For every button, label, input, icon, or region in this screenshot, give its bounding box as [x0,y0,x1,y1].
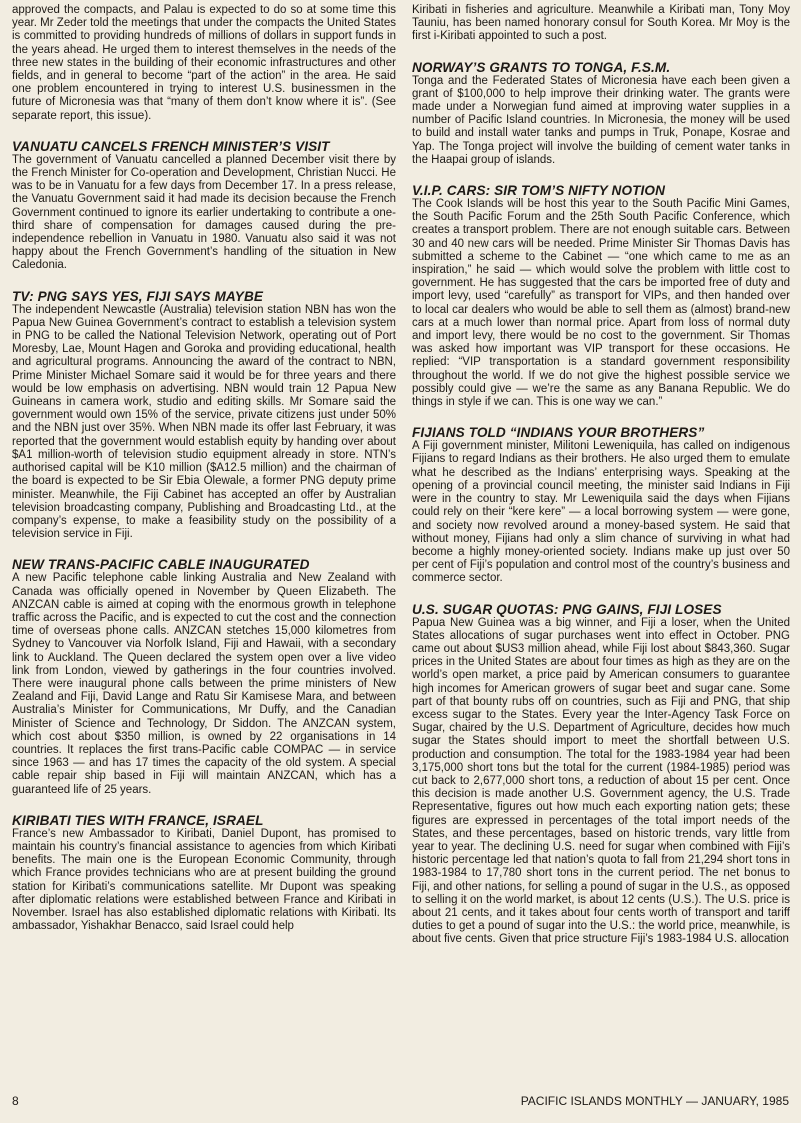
running-footer: PACIFIC ISLANDS MONTHLY — JANUARY, 1985 [520,1094,789,1108]
article-norway-grants [412,60,790,167]
page-number: 8 [12,1094,19,1108]
article-headline: VANUATU CANCELS FRENCH MINISTER’S VISIT [12,138,330,154]
article-body: A new Pacific telephone cable linking Australia and New Zealand with Canada was officially opened in November by Queen Elizabeth. The ANZCAN cable is aimed at coping with the enormous growth in telephone traffic across the Pacific, and is expected to cut the cost and the connection time of overseas phone calls. ANZCAN stetches 15,000 kilometres from Sydney to Vancouver via Norfolk Island, Fiji and Hawaii, with a secondary link to Auckland. The Queen declared the system open over a live video link from London, viewed by gatherings in the four countries involved. There were inaugural phone calls between the prime ministers of New Zealand and Fiji, David Lange and Ratu Sir Kamisese Mara, and between Australia’s Minister for Communications, Mr Duffy, and the Canadian Minister of Science and Technology, Dr Siddon. The ANZCAN system, which cost about $350 million, is owned by 22 organisations in 14 countries. It replaces the first trans-Pacific cable COMPAC — in service since 1963 — and has 17 times the capacity of the old system. A special cable repair ship based in Fiji will maintain ANZCAN, which has a guaranteed life of 25 years. [12,572,396,796]
article-headline: TV: PNG SAYS YES, FIJI SAYS MAYBE [12,288,264,304]
article-headline: U.S. SUGAR QUOTAS: PNG GAINS, FIJI LOSES [412,601,722,617]
page-footer [12,1093,789,1109]
article-body: A Fiji government minister, Militoni Leweniquila, has called on indigenous Fijians to regard Indians as their brothers. He also urged them to emulate what he described as the Indians’ enterprising ways. Speaking at the opening of a provincial council meeting, the minister said Indians in Fiji were in the country to stay. Mr Leweniquila said the days when Fijians could rely on their “kere kere” — a local borrowing system — were gone, and society now revolved around a money-based system. He said that without money, Fijians had only a slim chance of surviving in what had become a highly money-oriented society. Indians make up just over 50 per cent of Fiji’s population and control most of the country’s business and commerce sector. [412,440,790,585]
article-body: France’s new Ambassador to Kiribati, Daniel Dupont, has promised to maintain his country’s financial assistance to agencies from which Kiribati benefits. The main one is the European Economic Community, through which France provides technicians who are at present building the ground station for Kiribati’s communications satellite. Mr Dupont was speaking after diplomatic relations were established between France and Kiribati in November. Israel has also established diplomatic relations with Kiribati. Its ambassador, Yishakhar Benacco, said Israel could help [12,827,396,933]
article-headline: KIRIBATI TIES WITH FRANCE, ISRAEL [12,812,264,828]
article-body: The Cook Islands will be host this year to the South Pacific Mini Games, the South Pacific Forum and the 25th South Pacific Conference, which creates a transport problem. There are not enough suitable cars. Between 30 and 40 new cars will be needed. Prime Minister Sir Thomas Davis has submitted a scheme to the Cabinet — “one which came to me as an inspiration,” he said — which would solve the problem with little cost to government. He has suggested that the cars be imported free of duty and import levy, used “carefully” as transport for VIPs, and then handed over to local car dealers who would be able to sell them as (almost) brand-new cars at a much lower than normal price. Apart from loss of normal duty and import levy, there would be no cost to the government. Sir Thomas was asked how important was VIP transport for these occasions. He replied: “VIP transportation is a standard government responsibility throughout the world. If we do not give the highest possible service we possibly could give — we’re the same as any Banana Republic. We do things in style if we can. This is one way we can.” [412,198,790,409]
article-headline: NEW TRANS-PACIFIC CABLE INAUGURATED [12,557,310,573]
article-kiribati-ties [12,813,396,934]
continued-article [12,4,396,123]
article-headline: NORWAY’S GRANTS TO TONGA, F.S.M. [412,59,671,75]
article-vanuatu [12,139,396,273]
article-body: approved the compacts, and Palau is expected to do so at some time this year. Mr Zeder told the meetings that under the compacts the United States is committed to providing hundreds of millions of dollars in support funds in the years ahead. He urged them to interest themselves in the needs of the three new states in the building of their economic infrastructures and other fields, and in general to become “part of the action” in the area. He said one problem encountered in trying to interest U.S. businessmen in the future of Micronesia was that “many of them don’t know where it is”. (See separate report, this issue). [12,4,396,122]
article-body: Kiribati in fisheries and agriculture. Meanwhile a Kiribati man, Tony Moy Tauniu, has been named honorary consul for South Korea. Mr Moy is the first i-Kiribati appointed to such a post. [412,4,790,43]
article-trans-pacific-cable [12,557,396,796]
article-headline: V.I.P. CARS: SIR TOM’S NIFTY NOTION [412,183,666,199]
article-fijians-told [412,425,790,585]
article-body: The independent Newcastle (Australia) television station NBN has won the Papua New Guinea Government’s contract to establish a television system in PNG to be called the National Television Network, operating out of Port Moresby, Lae, Mount Hagen and Goroka and providing educational, health and agricultural programs. Announcing the award of the contract to NBN, Prime Minister Michael Somare said it would be for three years and there would be low emphasis on advertising. NBN would train 12 Papua New Guineans in camera work, studio and editing skills. Mr Somare said the government would own 15% of the service, private citizens just under 50% and the NBN just over 35%. When NBN made its offer last February, it was reported that the government would establish equity by handing over about $A1 million-worth of television studio equipment already in store. NTN’s authorised capital will be K10 million ($A12.5 million) and the chairman of the board is expected to be Sir Ebia Olewale, a former PNG deputy prime minister. Meanwhile, the Fiji Cabinet has accepted an offer by Australian television broadcasting company, Publishing and Broadcasting Ltd., at the company’s expense, to make a feasibility study on the possibility of a television service in Fiji. [12,303,396,541]
left-column [12,4,396,1082]
article-us-sugar-quotas [412,602,790,947]
article-tv-png-fiji [12,289,396,542]
article-body: Tonga and the Federated States of Micronesia have each been given a grant of $100,000 to help improve their drinking water. The grants were made under a Norwegian fund aimed at improving water supplies in a number of Pacific Island countries. In Micronesia, the money will be used to build and install water tanks and pumps in Truk, Ponape, Kosrae and Yap. The Tonga project will involve the building of cement water tanks in the Haapai group of islands. [412,74,790,166]
article-body: The government of Vanuatu cancelled a planned December visit there by the French Minister for Co-operation and Development, Christian Nucci. He was to be in Vanuatu for a few days from December 17. In a press release, the Vanuatu Government said it had made its decision because the French Government continued to ignore its earlier undertaking to contribute a one-third share of compensation for damages caused during the pre-independence rebellion in Vanuatu in 1980. Vanuatu also said it was not happy about the French Government’s handling of the situation in New Caledonia. [12,153,396,272]
article-headline: FIJIANS TOLD “INDIANS YOUR BROTHERS” [412,425,705,441]
right-column [412,4,790,1082]
article-vip-cars [412,183,790,409]
continued-article [412,4,790,44]
article-body: Papua New Guinea was a big winner, and Fiji a loser, when the United States allocations of sugar purchases went into effect in October. PNG came out about $US3 million ahead, while Fiji lost about $843,360. Sugar prices in the United States are about four times as high as they are on the world’s open market, a price paid by American consumers to guarantee high incomes for American growers of sugar beet and sugar cane. Some part of that bounty rubs off on countries, such as Fiji and PNG, that ship excess sugar to the States. Every year the Inter-Agency Task Force on Sugar, chaired by the U.S. Department of Agriculture, decides how much sugar the States should import to meet the shortfall between U.S. production and consumption. The total for the 1983-1984 year had been 3,175,000 short tons but the total for the current (1984-1985) period was cut back to 2,677,000 short tons, a reduction of about 15 per cent. Once this decision is made another U.S. Government agency, the U.S. Trade Representative, figures out how much each exporting nation gets; these figures are expressed in percentages of the total import needs of the States, and these percentages, based on historic trends, vary little from year to year. The declining U.S. need for sugar when combined with Fiji’s historic percentage led that nation’s quota to fall from 21,294 short tons in 1983-1984 to 17,780 short tons in the current period. The net bonus to Fiji, and other nations, for selling a pound of sugar in the U.S., as opposed to selling it on the world market, is about 12 cents (U.S.). The U.S. price is about 21 cents, and it takes about four cents worth of transport and tariff duties to get a pound of sugar into the U.S.: the world price, meanwhile, is about five cents. Given that price structure Fiji’s 1983-1984 U.S. allocation [412,616,790,946]
